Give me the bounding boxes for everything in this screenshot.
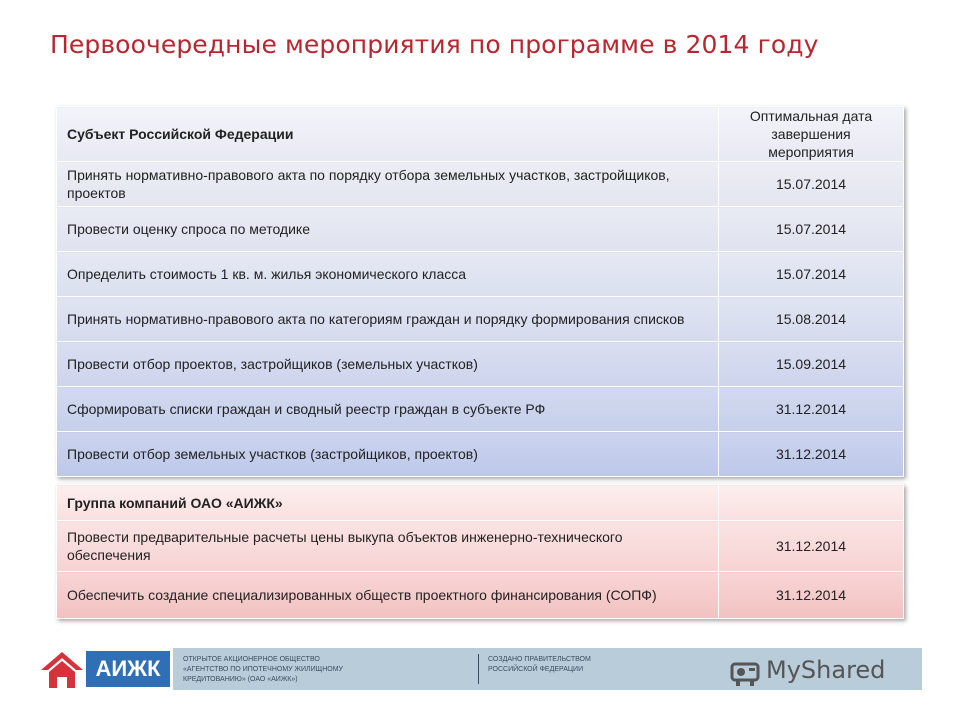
table-header-row (57, 107, 904, 162)
logo (38, 648, 173, 690)
date-cell: 31.12.2014 (719, 432, 904, 477)
table-row (57, 162, 904, 207)
task-cell: Сформировать списки граждан и сводный реестр граждан в субъекте РФ (57, 387, 719, 432)
regional-tasks-table (56, 106, 904, 477)
task-cell: Обеспечить создание специализированных обществ проектного финансирования (СОПФ) (57, 572, 719, 619)
footer-divider (478, 654, 479, 684)
header-subject: Субъект Российской Федерации (57, 107, 719, 162)
date-cell: 31.12.2014 (719, 521, 904, 572)
task-cell: Провести предварительные расчеты цены выкупа объектов инженерно-технического обеспечения (57, 521, 719, 572)
task-cell: Принять нормативно-правового акта по порядку отбора земельных участков, застройщиков, проектов (57, 162, 719, 207)
task-cell: Принять нормативно-правового акта по категориям граждан и порядку формирования списков (57, 297, 719, 342)
agency-tasks-table (56, 484, 904, 619)
date-cell: 15.08.2014 (719, 297, 904, 342)
table-row (57, 252, 904, 297)
table-row (57, 297, 904, 342)
page-title: Первоочередные мероприятия по программе в 2014 году (50, 30, 819, 59)
logo-text: АИЖК (86, 651, 170, 687)
table-row (57, 207, 904, 252)
date-cell: 31.12.2014 (719, 387, 904, 432)
watermark-text: MyShared (766, 656, 886, 684)
task-cell: Провести отбор проектов, застройщиков (земельных участков) (57, 342, 719, 387)
table-row (57, 342, 904, 387)
header-date (719, 485, 904, 521)
government-note: СОЗДАНО ПРАВИТЕЛЬСТВОМ РОССИЙСКОЙ ФЕДЕРАЦИИ (488, 656, 591, 673)
organization-name: ОТКРЫТОЕ АКЦИОНЕРНОЕ ОБЩЕСТВО «АГЕНТСТВО ПО ИПОТЕЧНОМУ ЖИЛИЩНОМУ КРЕДИТОВАНИЮ» (ОАО «АИЖК») (183, 656, 343, 683)
table-row (57, 432, 904, 477)
projector-icon (728, 654, 764, 688)
date-cell: 15.07.2014 (719, 162, 904, 207)
date-cell: 15.09.2014 (719, 342, 904, 387)
house-roof-icon (40, 650, 84, 690)
date-cell: 15.07.2014 (719, 207, 904, 252)
table-header-row (57, 485, 904, 521)
task-cell: Провести оценку спроса по методике (57, 207, 719, 252)
header-subject: Группа компаний ОАО «АИЖК» (57, 485, 719, 521)
table-row (57, 521, 904, 572)
table-row (57, 572, 904, 619)
date-cell: 15.07.2014 (719, 252, 904, 297)
table-row (57, 387, 904, 432)
date-cell: 31.12.2014 (719, 572, 904, 619)
task-cell: Определить стоимость 1 кв. м. жилья экономического класса (57, 252, 719, 297)
task-cell: Провести отбор земельных участков (застройщиков, проектов) (57, 432, 719, 477)
header-date: Оптимальная дата завершения мероприятия (719, 107, 904, 162)
